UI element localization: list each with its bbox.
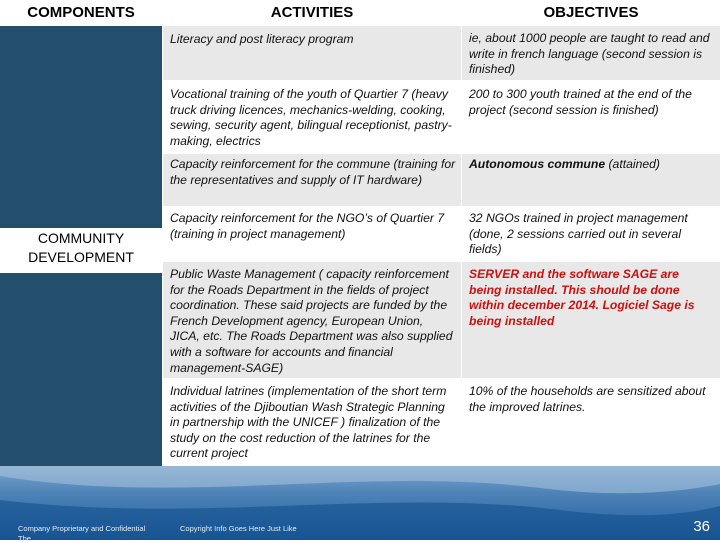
activity-cell: Capacity reinforcement for the commune (training for the representatives and supply of IT hardware)	[170, 157, 456, 187]
header-objectives: OBJECTIVES	[462, 0, 720, 27]
objective-cell	[469, 157, 713, 173]
objective-cell: 10% of the households are sensitized about the improved latrines.	[469, 384, 706, 414]
table-row	[163, 81, 720, 154]
objective-cell: 32 NGOs trained in project management (done, 2 sessions carried out in several fields)	[469, 211, 688, 257]
objective-cell-highlight: SERVER and the software SAGE are being installed. This should be done within december 2014. Logiciel Sage is being installed	[469, 267, 695, 328]
activity-cell: Literacy and post literacy program	[170, 32, 354, 46]
component-label-line1: COMMUNITY	[37, 230, 125, 246]
activity-cell: Capacity reinforcement for the NGO’s of Quartier 7 (training in project management)	[170, 211, 445, 241]
column-divider	[461, 26, 462, 466]
page-number: 36	[693, 518, 710, 535]
footer-confidential-text-2: The	[18, 534, 31, 543]
activities-table	[163, 26, 720, 466]
objective-cell: ie, about 1000 people are taught to read and write in french language (second session is finished)	[469, 31, 710, 77]
footer-confidential-text: Company Proprietary and Confidential	[18, 524, 146, 533]
objective-rest-text: (attained)	[605, 157, 660, 171]
component-label-line2: DEVELOPMENT	[28, 249, 134, 265]
table-row	[163, 262, 720, 379]
activity-cell: Vocational training of the youth of Quartier 7 (heavy truck driving licences, mechanics-welding, cooking, sewing, security agent, bilingual receptionist, pastry-making, electrics	[170, 87, 452, 148]
component-label	[0, 228, 162, 273]
table-row	[163, 26, 720, 81]
activity-cell: Individual latrines (implementation of the short term activities of the Djiboutian Wash Strategic Planning in partnership with the UNICEF ) finalization of the study on the cost reduction of the latrines for the current project	[170, 384, 447, 461]
footer-copyright-text: Copyright Info Goes Here Just Like	[180, 524, 297, 533]
objective-cell: 200 to 300 youth trained at the end of the project (second session is finished)	[469, 87, 692, 117]
table-row	[163, 154, 720, 207]
objective-bold-text: Autonomous commune	[469, 157, 606, 171]
activity-cell: Public Waste Management ( capacity reinforcement for the Roads Department in the fields of project coordination. These said projects are funded by the French Development agency, European Union, JICA, etc. The Roads Department was also supplied with a software for accounts and financial management-SAGE)	[170, 267, 453, 375]
table-row	[163, 207, 720, 262]
table-row	[163, 379, 720, 466]
components-column	[0, 26, 162, 466]
header-components: COMPONENTS	[0, 0, 162, 27]
header-activities: ACTIVITIES	[163, 0, 461, 27]
